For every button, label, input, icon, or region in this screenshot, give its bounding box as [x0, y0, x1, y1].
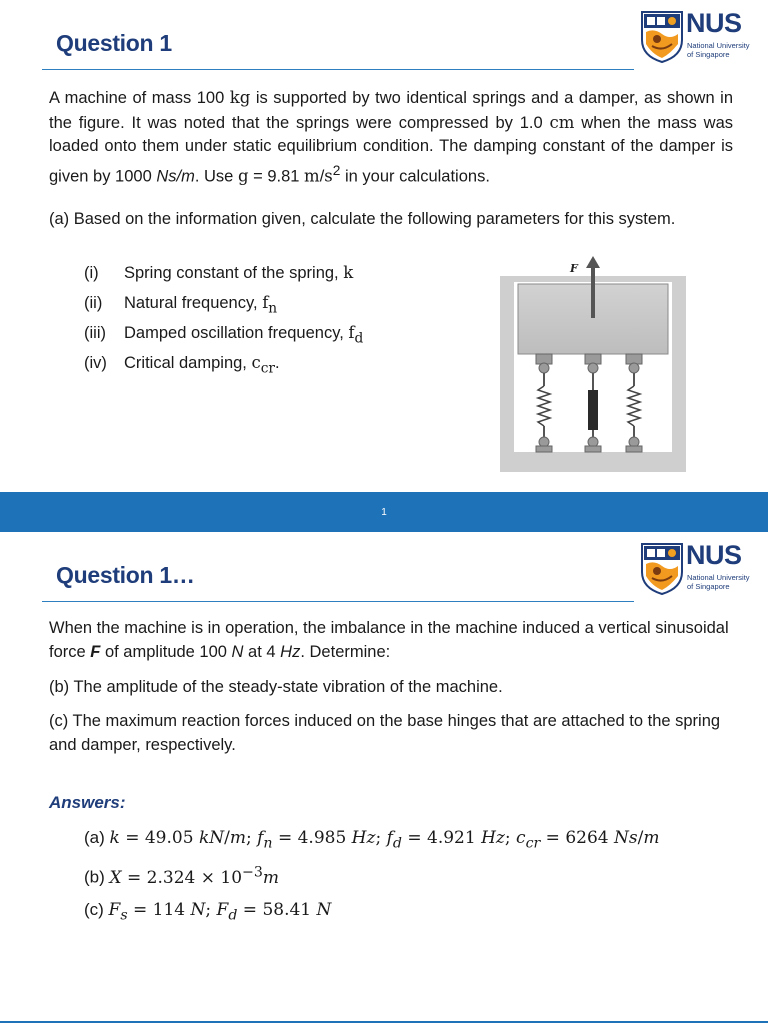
- page-number: 1: [381, 507, 387, 518]
- nus-crest-icon: [640, 10, 684, 64]
- list-item: (iv) Critical damping, $c_{cr}$.: [84, 353, 280, 377]
- answer-b: (b) $X = 2.324 \times 10^{-3}m$: [84, 864, 280, 888]
- part-b-text: (b) The amplitude of the steady-state vibration of the machine.: [49, 678, 503, 696]
- answer-c: (c) $F_s = 114$ N; $F_d = 58.41$ N: [84, 900, 332, 924]
- title-rule: [42, 69, 634, 70]
- logo-wordmark: NUS: [686, 540, 742, 570]
- slide-2: [0, 532, 768, 1024]
- list-item: (i) Spring constant of the spring, k: [84, 263, 354, 282]
- answer-a: (a) k = 49.05 kN/m; $f_n = 4.985$ Hz; $f_d = 4.921$ Hz; $c_{cr} = 6264$ Ns/m: [84, 828, 660, 852]
- list-item: (ii) Natural frequency, $f_n$: [84, 293, 278, 317]
- list-item: (iii) Damped oscillation frequency, $f_d$: [84, 323, 364, 347]
- logo-wordmark: NUS: [686, 8, 742, 38]
- nus-logo: [640, 10, 760, 66]
- logo-subtitle: National University of Singapore: [687, 573, 750, 591]
- answers-heading: Answers:: [49, 793, 126, 812]
- logo-subtitle: National University of Singapore: [687, 41, 750, 59]
- nus-logo: [640, 542, 760, 598]
- slide-separator: [0, 492, 768, 532]
- spring-damper-figure: [500, 256, 686, 472]
- nus-crest-icon: [640, 542, 684, 596]
- bottom-rule: [0, 1021, 768, 1023]
- slide-title: Question 1: [56, 30, 172, 56]
- slide-1: [0, 0, 768, 492]
- part-a-text: (a) Based on the information given, calculate the following parameters for this system.: [49, 210, 676, 228]
- part-c-text: (c) The maximum reaction forces induced on the base hinges that are attached to the spring and damper, respectively.: [49, 712, 721, 754]
- title-rule: [42, 601, 634, 602]
- question-intro: When the machine is in operation, the imbalance in the machine induced a vertical sinusoidal force F of amplitude 100 N at 4 Hz. Determine:: [49, 619, 729, 661]
- force-label: F: [570, 262, 578, 275]
- question-intro: A machine of mass 100 kg is supported by two identical springs and a damper, as shown in the figure. It was noted that the springs were compressed by 1.0 cm when the mass was loaded onto them under static equilibrium condition. The damping constant of the damper is given by 1000 Ns/m. Use g = 9.81 $m/s^2$ in your calculations.: [49, 88, 733, 185]
- slide-title: Question 1…: [56, 562, 195, 588]
